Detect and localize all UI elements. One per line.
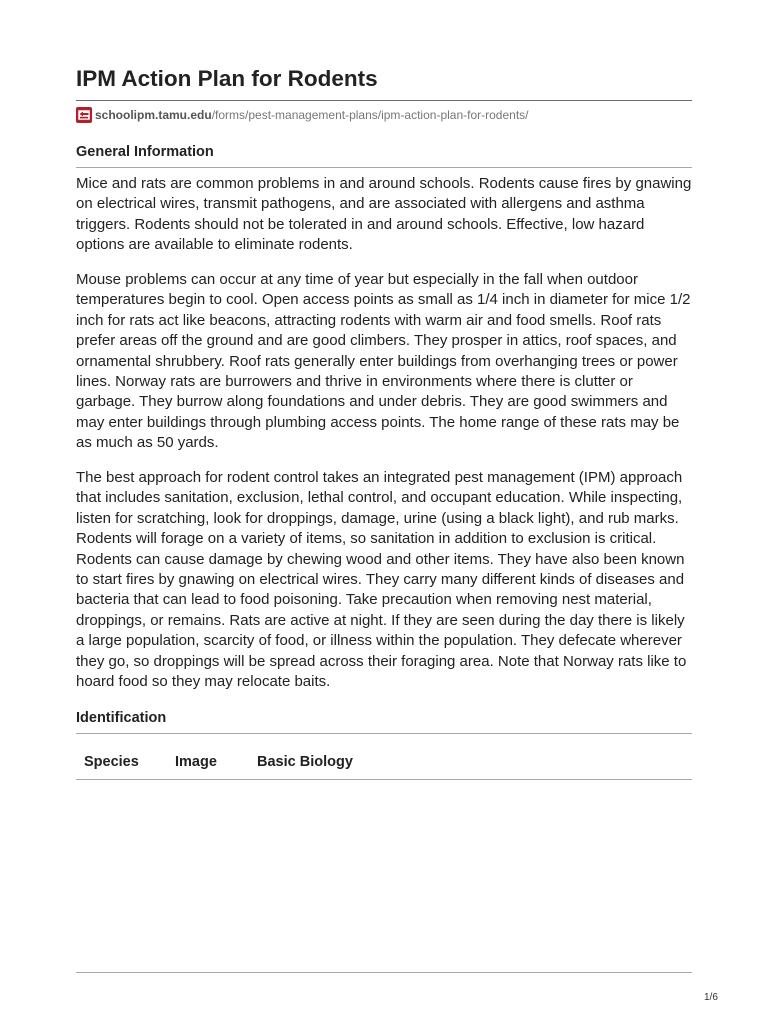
section-heading-identification: Identification [76,710,167,726]
source-domain[interactable]: schoolipm.tamu.edu [95,108,212,122]
paragraph-mouse-problems: Mouse problems can occur at any time of year but especially in the fall when outdoor temperatures begin to cool. Open access points as small as 1/4 inch in diameter for mice 1/2 inch for rats act like beacons, attracting rodents with warm air and food smells. Roof rats prefer areas off the ground and are good climbers. They prosper in attics, roof spaces, and ornamental shrubbery. Roof rats generally enter buildings from overhanging trees or power lines. Norway rats are burrowers and thrive in environments where there is clutter or garbage. They burrow along foundations and under debris. They are good swimmers and may enter buildings through plumbing access points. The home range of these rats may be as much as 50 yards. [76,271,691,452]
column-header-basic-biology: Basic Biology [257,754,353,770]
source-link[interactable] [76,106,529,124]
title-divider [76,100,692,101]
column-header-image: Image [175,754,217,770]
table-header-divider [76,779,692,780]
section-divider [76,733,692,734]
site-favicon-icon [76,107,92,123]
paragraph-intro: Mice and rats are common problems in and around schools. Rodents cause fires by gnawing on electrical wires, transmit pathogens, and are associated with allergens and asthma triggers. Rodents should not be tolerated in and around schools. Effective, low hazard options are available to eliminate rodents. [76,175,692,254]
source-path[interactable]: /forms/pest-management-plans/ipm-action-plan-for-rodents/ [211,108,529,122]
identification-table-header [76,752,692,776]
section-heading-general: General Information [76,144,214,160]
paragraph-ipm-approach: The best approach for rodent control takes an integrated pest management (IPM) approach that includes sanitation, exclusion, lethal control, and occupant education. While inspecting, listen for scratching, look for droppings, damage, urine (using a black light), and rub marks. Rodents will forage on a variety of items, so sanitation in addition to exclusion is critical. Rodents can cause damage by chewing wood and other items. They have also been known to start fires by gnawing on electrical wires. They carry many different kinds of diseases and bacteria that can lead to food poisoning. Take precaution when removing nest material, droppings, or remains. Rats are active at night. If they are seen during the day there is likely a large population, scarcity of food, or illness within the population. They defecate wherever they go, so droppings will be spread across their foraging area. Note that Norway rats like to hoard food so they may relocate baits. [76,469,687,691]
section-divider [76,167,692,168]
page-title: IPM Action Plan for Rodents [76,66,378,91]
table-bottom-divider [76,972,692,973]
column-header-species: Species [84,754,139,770]
page-number: 1/6 [704,992,718,1003]
